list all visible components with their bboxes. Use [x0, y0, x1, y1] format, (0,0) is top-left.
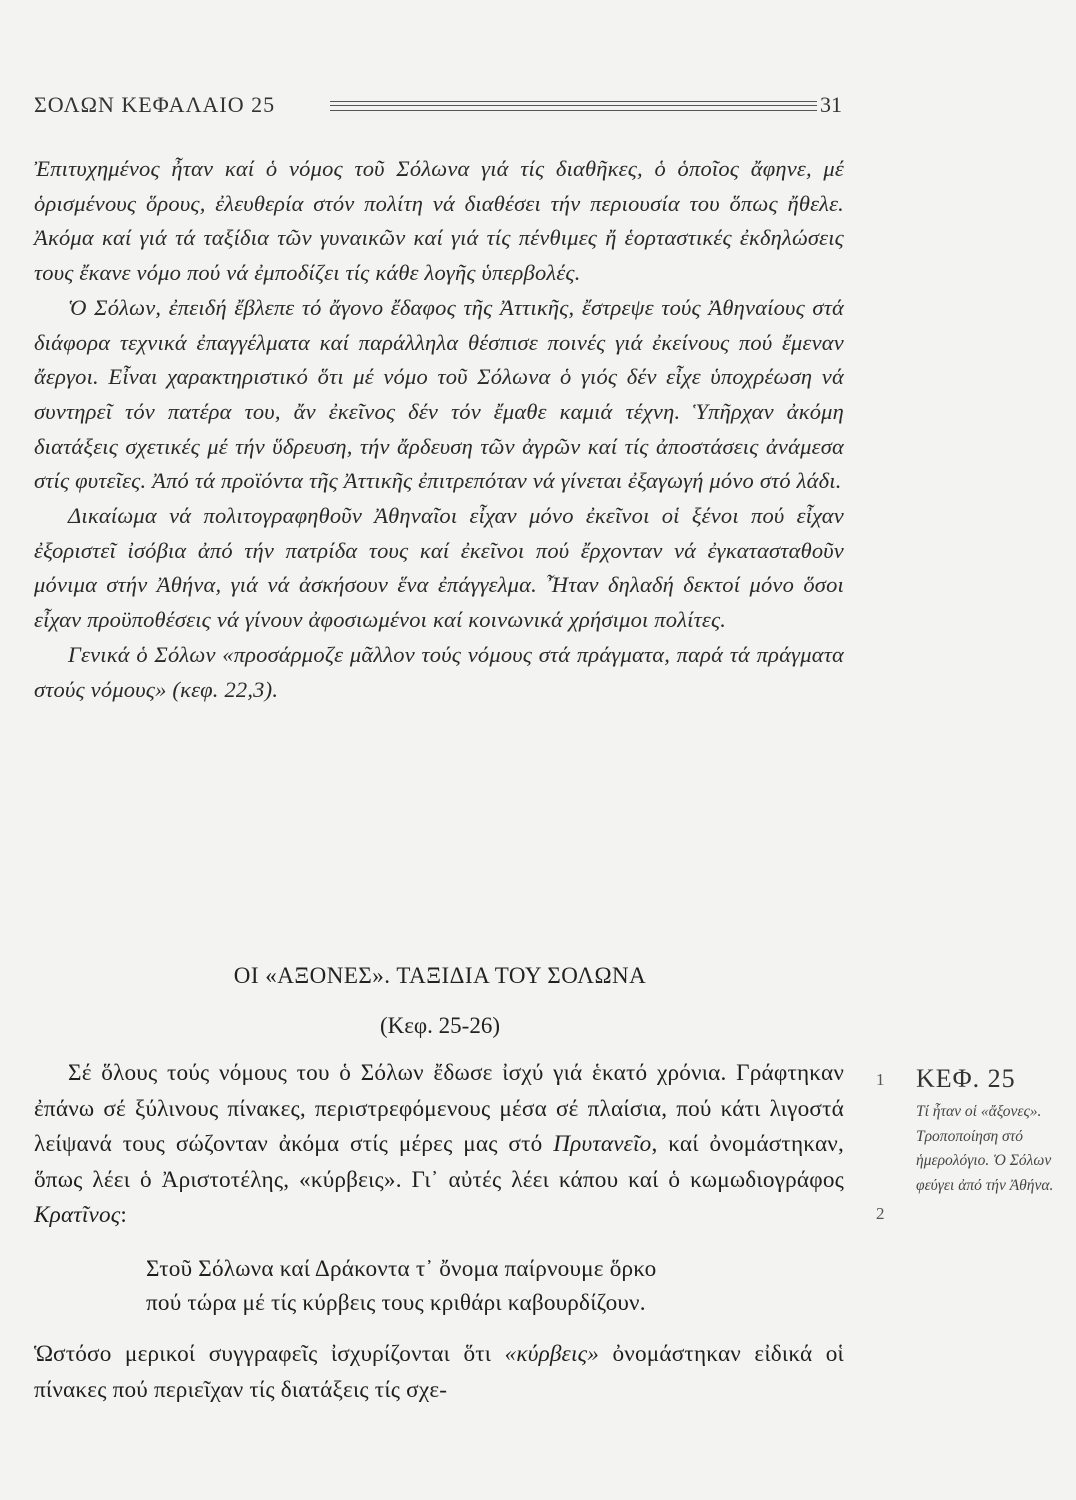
- margin-note: [916, 1064, 1066, 1198]
- verse-quote: [146, 1252, 844, 1321]
- italic-text-block: [34, 152, 844, 707]
- verse-line: Στοῦ Σόλωνα καί Δράκοντα τ᾽ ὄνομα παίρνουμε ὅρκο: [146, 1255, 657, 1282]
- body-text: Ὡστόσο μερικοί συγγραφεῖς ἰσχυρίζονται ὅτι: [34, 1340, 505, 1367]
- margin-note-title: ΚΕΦ. 25: [916, 1064, 1016, 1093]
- line-number: 1: [876, 1070, 885, 1089]
- italic-paragraph: Ἐπιτυχημένος ἦταν καί ὁ νόμος τοῦ Σόλωνα γιά τίς διαθῆκες, ὁ ὁποῖος ἄφηνε, μέ ὁρισμένους ὅρους, ἐλευθερία στόν πολίτη νά διαθέσει τήν περιουσία του ὅπως ἤθελε. Ἀκόμα καί γιά τά ταξίδια τῶν γυναικῶν καί γιά τίς πένθιμες ἤ ἑορταστικές ἐκδηλώσεις τους ἔκανε νόμο πού νά ἐμποδίζει τίς κάθε λογῆς ὑπερβολές.: [34, 156, 844, 286]
- main-text-block: [34, 1056, 844, 1408]
- italic-paragraph: Ὁ Σόλων, ἐπειδή ἔβλεπε τό ἄγονο ἔδαφος τῆς Ἀττικῆς, ἔστρεψε τούς Ἀθηναίους στά διάφορα τεχνικά ἐπαγγέλματα καί παράλληλα θέσπισε ποινές γιά ἐκείνους πού ἔμεναν ἄεργοι. Εἶναι χαρακτηριστικό ὅτι μέ νόμο τοῦ Σόλωνα ὁ γιός δέν εἶχε ὑποχρέωση νά συντηρεῖ τόν πατέρα του, ἄν ἐκεῖνος δέν τόν ἔμαθε καμιά τέχνη. Ὑπῆρχαν ἀκόμη διατάξεις σχετικές μέ τήν ὕδρευση, τήν ἄρδευση τῶν ἀγρῶν καί τίς ἀποστάσεις ἀνάμεσα στίς φυτεῖες. Ἀπό τά προϊόντα τῆς Ἀττικῆς ἐπιτρεπόταν νά γίνεται ἐξαγωγή μόνο στό λάδι.: [34, 294, 844, 494]
- section-title: ΟΙ «ΑΞΟΝΕΣ». ΤΑΞΙΔΙΑ ΤΟΥ ΣΟΛΩΝΑ: [233, 963, 647, 988]
- place-name: Πρυτανεῖο: [553, 1131, 652, 1158]
- italic-paragraph: Γενικά ὁ Σόλων «προσάρμοζε μᾶλλον τούς νόμους στά πράγματα, παρά τά πράγματα στούς νόμους» (κεφ. 22,3).: [34, 641, 844, 702]
- italic-paragraph: Δικαίωμα νά πολιτογραφηθοῦν Ἀθηναῖοι εἶχαν μόνο ἐκεῖνοι οἱ ξένοι πού εἶχαν ἐξοριστεῖ ἰσόβια ἀπό τήν πατρίδα τους καί ἐκεῖνοι πού ἔρχονταν νά ἐγκατασταθοῦν μόνιμα στήν Ἀθήνα, γιά νά ἀσκήσουν ἕνα ἐπάγγελμα. Ἦταν δηλαδή δεκτοί μόνο ὅσοι εἶχαν προϋποθέσεις νά γίνουν ἀφοσιωμένοι καί κοινωνικά χρήσιμοι πολίτες.: [34, 503, 844, 633]
- page-number: 31: [820, 92, 842, 117]
- verse-line: πού τώρα μέ τίς κύρβεις τους κριθάρι καβουρδίζουν.: [146, 1290, 646, 1317]
- body-text: :: [120, 1202, 128, 1229]
- section-subtitle: (Κεφ. 25-26): [379, 1013, 501, 1038]
- poet-name: Κρατῖνος: [34, 1202, 121, 1229]
- line-number: 2: [876, 1204, 885, 1223]
- body-text: Σέ ὅλους τούς νόμους του ὁ Σόλων ἔδωσε ἰσχύ γιά ἑκατό χρόνια. Γράφτηκαν ἐπάνω σέ ξύλινους πίνακες, περιστρεφόμενους μέσα σέ πλαίσια, πού κάτι λιγοστά λείψανά τους σώζονταν ἀκόμα στίς μέρες μας στό: [34, 1060, 844, 1158]
- body-text: ὀνομάστηκαν εἰδικά οἱ πίνακες πού περιεῖχαν τίς διατάξεις τίς σχε-: [34, 1340, 844, 1403]
- running-header: [34, 92, 842, 122]
- body-paragraph: [34, 1337, 844, 1408]
- term: «κύρβεις»: [504, 1340, 600, 1367]
- running-header-title: ΣΟΛΩΝ ΚΕΦΑΛΑΙΟ 25: [34, 92, 276, 117]
- margin-note-text: Τί ἦταν οἱ «ἄξονες». Τροποποίηση στό ἡμερολόγιο. Ὁ Σόλων φεύγει ἀπό τήν Ἀθήνα.: [916, 1103, 1054, 1194]
- header-rule: [330, 101, 817, 111]
- body-paragraph: [34, 1056, 844, 1234]
- body-text: , καί ὀνομάστηκαν, ὅπως λέει ὁ Ἀριστοτέλης, «κύρβεις». Γι᾽ αὐτές λέει κάπου καί ὁ κωμωδιογράφος: [34, 1131, 844, 1193]
